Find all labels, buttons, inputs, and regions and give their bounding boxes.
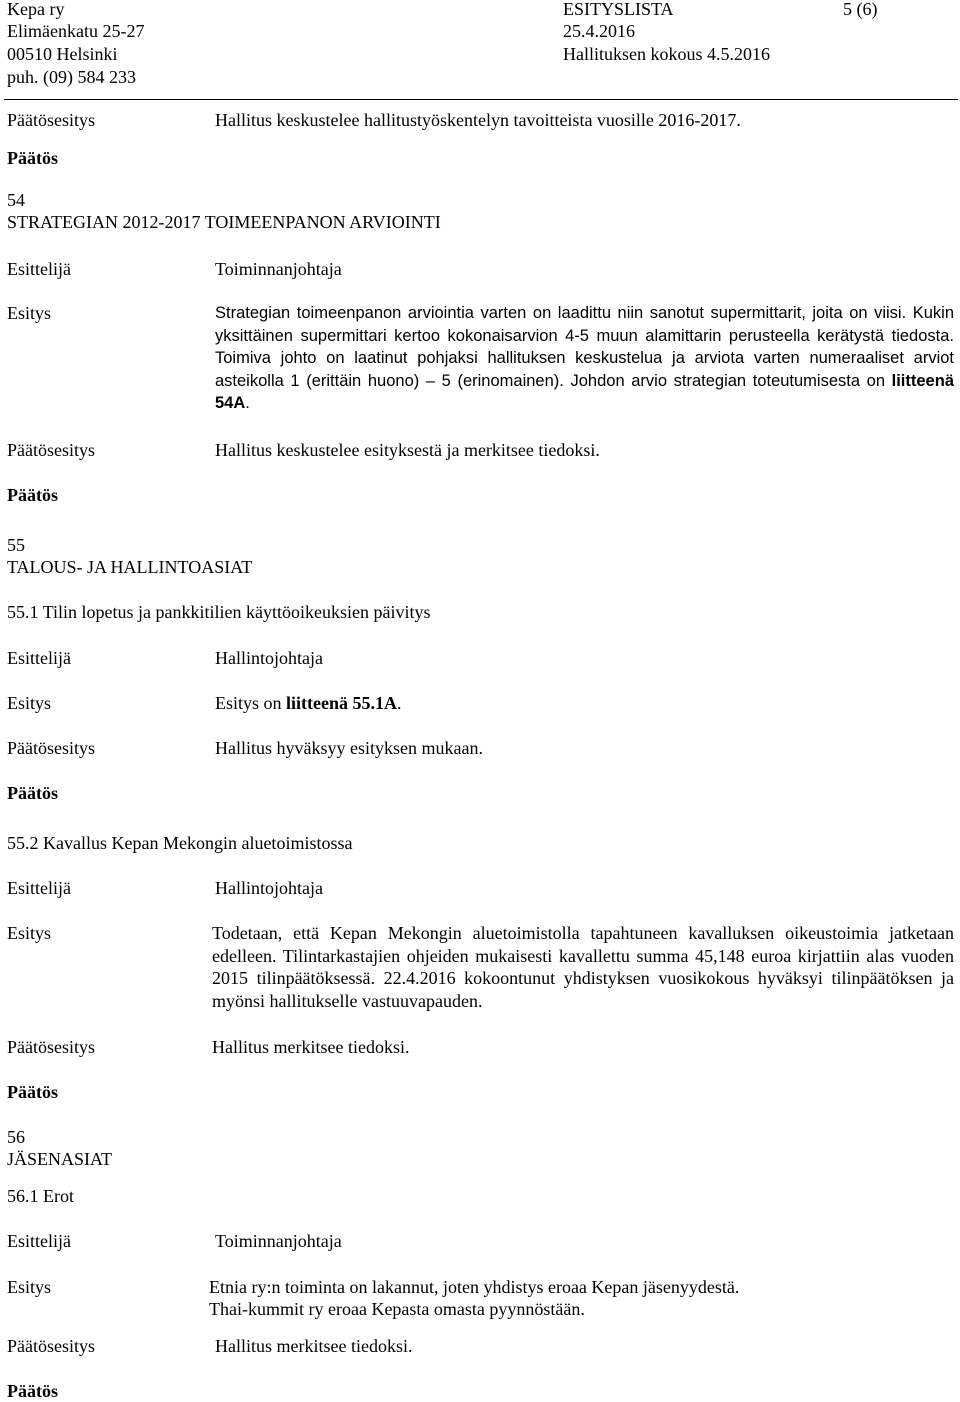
item55-title: TALOUS- JA HALLINTOASIAT	[7, 557, 253, 577]
item56-1-presenter: Toiminnanjohtaja	[215, 1231, 342, 1251]
item55-1-proposal: Hallitus hyväksyy esityksen mukaan.	[215, 738, 483, 758]
item55-2-title: 55.2 Kavallus Kepan Mekongin aluetoimistossa	[7, 833, 353, 853]
item55-2-proposal: Hallitus merkitsee tiedoksi.	[212, 1037, 410, 1057]
org-phone: puh. (09) 584 233	[7, 67, 136, 87]
label-paatos: Päätös	[7, 1381, 58, 1401]
item56-1-proposal: Hallitus merkitsee tiedoksi.	[215, 1336, 413, 1356]
label-paatosesitys: Päätösesitys	[7, 1336, 95, 1356]
org-city: 00510 Helsinki	[7, 44, 118, 64]
label-esitys: Esitys	[7, 923, 52, 943]
item55-2-presenter: Hallintojohtaja	[215, 878, 323, 898]
label-esitys: Esitys	[7, 693, 52, 713]
label-esittelija: Esittelijä	[7, 878, 71, 898]
label-esittelija: Esittelijä	[7, 259, 71, 279]
label-paatosesitys: Päätösesitys	[7, 738, 95, 758]
doc-date: 25.4.2016	[563, 21, 635, 41]
doc-type: ESITYSLISTA	[563, 0, 674, 19]
item55-1-presenter: Hallintojohtaja	[215, 648, 323, 668]
attachment-ref: liitteenä 55.1A	[286, 693, 397, 713]
label-esittelija: Esittelijä	[7, 648, 71, 668]
item53-proposal: Hallitus keskustelee hallitustyöskentelyn tavoitteista vuosille 2016-2017.	[215, 110, 741, 130]
label-paatos: Päätös	[7, 783, 58, 803]
item54-esitys: Strategian toimeenpanon arviointia varten on laadittu niin sanotut supermittarit, joita on viisi. Kukin yksittäinen supermittari kertoo kokonaisarvion 4-5 muun alamittarin perusteella kerätystä tiedosta. Toimiva johto on laatinut pohjaksi hallituksen keskustelua ja arviota varten numeraaliset arviot asteikolla 1 (erittäin huono) – 5 (erinomainen). Johdon arvio strategian toteutumisesta on liitteenä 54A.	[215, 304, 954, 413]
item54-proposal: Hallitus keskustelee esityksestä ja merkitsee tiedoksi.	[215, 440, 600, 460]
meeting-date: Hallituksen kokous 4.5.2016	[563, 44, 770, 64]
label-esittelija: Esittelijä	[7, 1231, 71, 1251]
attachment-ref: liitteenä 54A	[215, 371, 954, 413]
item56-1-esitys-line2: Thai-kummit ry eroaa Kepasta omasta pyynnöstään.	[209, 1299, 585, 1319]
item56-title: JÄSENASIAT	[7, 1149, 113, 1169]
header-divider	[4, 99, 958, 100]
label-esitys: Esitys	[7, 303, 52, 323]
org-street: Elimäenkatu 25-27	[7, 21, 145, 41]
item55-2-esitys: Todetaan, että Kepan Mekongin aluetoimistolla tapahtuneen kavalluksen oikeustoimia jatketaan edelleen. Tilintarkastajien ohjeiden mukaisesti kavallettu summa 45,148 euroa kirjattiin alas vuoden 2015 tilinpäätöksessä. 22.4.2016 kokoontunut yhdistyksen vuosikokous hyväksyi tilinpäätöksen ja myönsi hallitukselle vastuuvapauden.	[212, 923, 954, 1011]
item54-number: 54	[7, 190, 25, 210]
item54-title: STRATEGIAN 2012-2017 TOIMEENPANON ARVIOINTI	[7, 212, 441, 232]
item56-number: 56	[7, 1127, 25, 1147]
label-esitys: Esitys	[7, 1277, 52, 1297]
label-paatosesitys: Päätösesitys	[7, 110, 95, 130]
item55-1-title: 55.1 Tilin lopetus ja pankkitilien käyttöoikeuksien päivitys	[7, 602, 431, 622]
label-paatos: Päätös	[7, 485, 58, 505]
page-number: 5 (6)	[843, 0, 878, 19]
label-paatos: Päätös	[7, 1082, 58, 1102]
item56-1-esitys-line1: Etnia ry:n toiminta on lakannut, joten yhdistys eroaa Kepan jäsenyydestä.	[209, 1277, 740, 1297]
label-paatosesitys: Päätösesitys	[7, 1037, 95, 1057]
item55-1-esitys: Esitys on liitteenä 55.1A.	[215, 693, 402, 713]
org-name: Kepa ry	[7, 0, 65, 19]
label-paatosesitys: Päätösesitys	[7, 440, 95, 460]
item55-number: 55	[7, 535, 25, 555]
item54-presenter: Toiminnanjohtaja	[215, 259, 342, 279]
label-paatos: Päätös	[7, 148, 58, 168]
item56-1-title: 56.1 Erot	[7, 1186, 74, 1206]
